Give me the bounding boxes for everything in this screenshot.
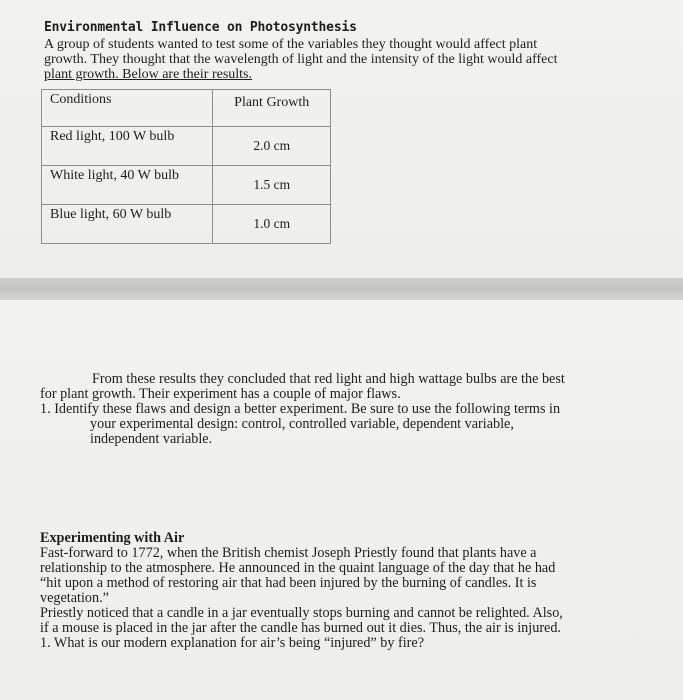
air-line: Priestly noticed that a candle in a jar eventually stops burning and cannot be relighted. Also,: [40, 605, 563, 621]
intro-line: A group of students wanted to test some of the variables they thought would affect plant: [44, 37, 538, 52]
intro-line: growth. They thought that the wavelength of light and the intensity of the light would affect: [44, 52, 558, 67]
question-1-line: 1. Identify these flaws and design a better experiment. Be sure to use the following terms in: [40, 401, 561, 417]
growth-cell: 1.5 cm: [213, 166, 331, 205]
section-title-photosynthesis: Environmental Influence on Photosynthesis: [44, 20, 357, 35]
table-header-row: [42, 90, 331, 127]
air-line: if a mouse is placed in the jar after the candle has burned out it dies. Thus, the air is injured.: [40, 620, 561, 636]
growth-cell: 1.0 cm: [213, 205, 331, 244]
condition-cell: Blue light, 60 W bulb: [42, 205, 213, 244]
table-row: [42, 127, 331, 166]
conclusion-line: From these results they concluded that red light and high wattage bulbs are the best: [92, 371, 565, 387]
intro-paragraph: [44, 37, 644, 82]
table-row: [42, 166, 331, 205]
air-paragraph: [40, 546, 640, 651]
document-page-1: [0, 0, 683, 278]
question-1-line: independent variable.: [90, 431, 213, 447]
air-question-1: 1. What is our modern explanation for air’s being “injured” by fire?: [40, 635, 424, 651]
air-line: “hit upon a method of restoring air that had been injured by the burning of candles. It is: [40, 575, 537, 591]
growth-cell: 2.0 cm: [213, 127, 331, 166]
section-title-air: Experimenting with Air: [40, 530, 185, 546]
condition-cell: White light, 40 W bulb: [42, 166, 213, 205]
air-line: Fast-forward to 1772, when the British chemist Joseph Priestly found that plants have a: [40, 545, 537, 561]
document-page-2: [0, 300, 683, 700]
condition-cell: Red light, 100 W bulb: [42, 127, 213, 166]
header-plant-growth: Plant Growth: [213, 90, 331, 127]
conclusion-line: for plant growth. Their experiment has a couple of major flaws.: [40, 386, 401, 402]
intro-line: plant growth. Below are their results.: [44, 67, 253, 82]
conclusion-paragraph: [40, 372, 640, 447]
results-table: [41, 89, 331, 244]
page-gap: [0, 278, 683, 300]
air-line: relationship to the atmosphere. He announced in the quaint language of the day that he had: [40, 560, 556, 576]
question-1-line: your experimental design: control, controlled variable, dependent variable,: [90, 416, 514, 432]
header-conditions: Conditions: [42, 90, 213, 127]
table-row: [42, 205, 331, 244]
air-line: vegetation.”: [40, 590, 109, 606]
